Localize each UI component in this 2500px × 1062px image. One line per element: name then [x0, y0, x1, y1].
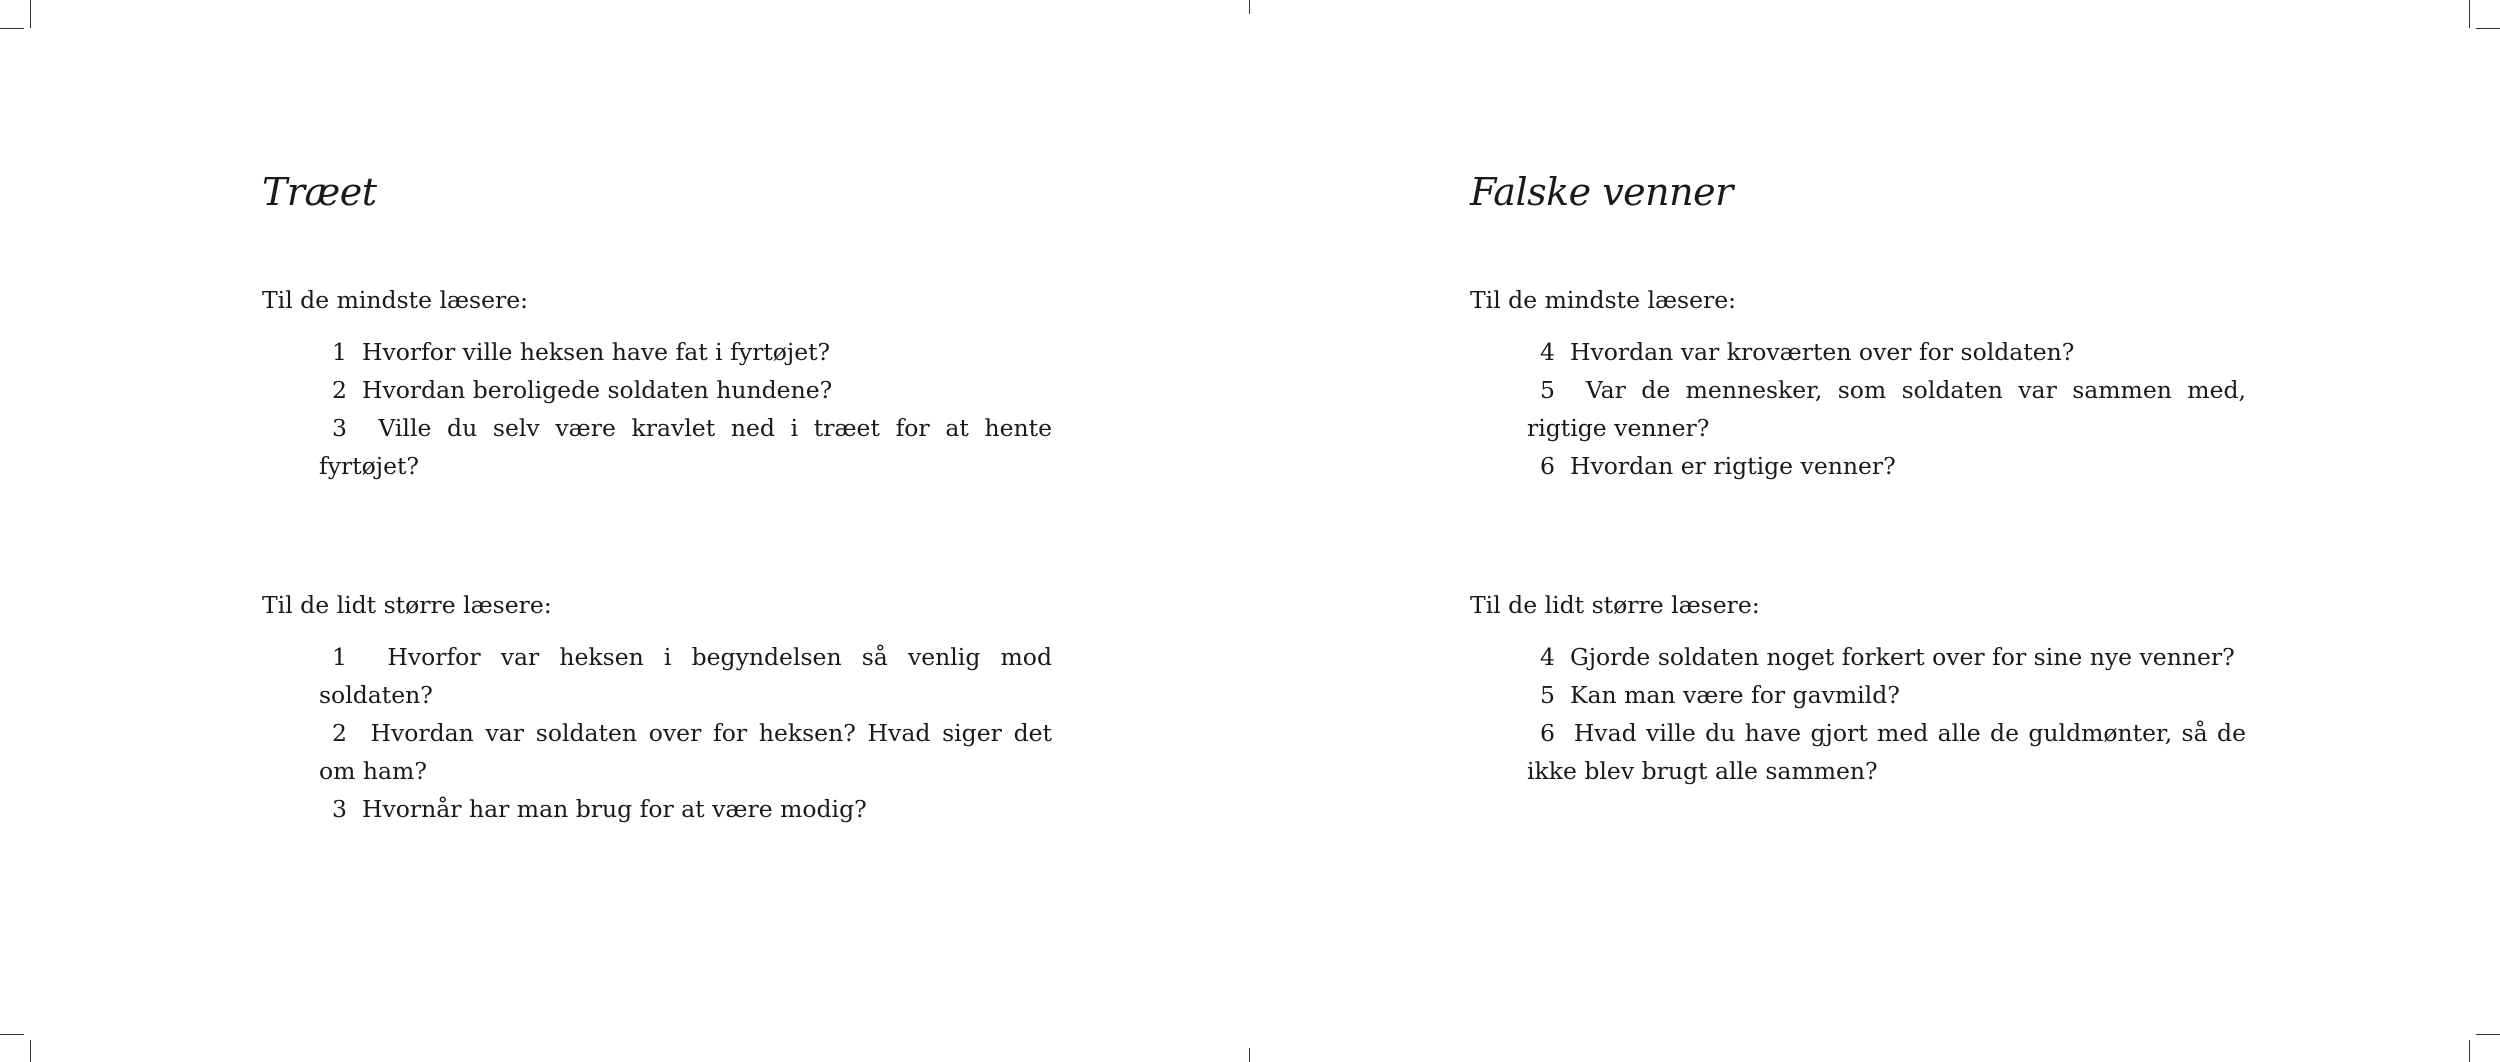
question-item — [319, 333, 1052, 371]
question-text: Hvorfor ville heksen have fat i fyrtøjet? — [361, 338, 831, 366]
crop-mark-bottom-left-h — [0, 1034, 24, 1035]
question-number: 5 — [1540, 681, 1555, 709]
section-youngest-readers — [1470, 281, 2246, 485]
question-text: Kan man være for gavmild? — [1569, 681, 1900, 709]
question-list — [1470, 638, 2246, 790]
crop-mark-top-right-v — [2469, 0, 2470, 28]
section-heading: Til de lidt større læsere: — [262, 591, 552, 619]
question-list — [262, 333, 1052, 485]
question-text: Hvordan beroligede soldaten hundene? — [361, 376, 833, 404]
question-number: 1 — [332, 338, 347, 366]
question-item — [1527, 447, 2246, 485]
left-page — [262, 0, 1052, 1062]
section-older-readers — [262, 586, 1052, 828]
question-number: 3 — [332, 795, 347, 823]
question-item — [319, 638, 1052, 714]
question-number: 6 — [1540, 452, 1555, 480]
question-number: 3 — [332, 414, 347, 442]
page-title: Træet — [262, 170, 377, 214]
question-number: 5 — [1540, 376, 1555, 404]
crop-mark-top-right-h — [2476, 28, 2500, 29]
question-list — [262, 638, 1052, 828]
page-title: Falske venner — [1470, 170, 1733, 214]
crop-mark-bottom-right-h — [2476, 1034, 2500, 1035]
question-text: Hvorfor var heksen i begyndelsen så venlig mod soldaten? — [319, 643, 1052, 709]
question-item — [319, 790, 1052, 828]
question-text: Hvad ville du have gjort med alle de guldmønter, så de ikke blev brugt alle sammen? — [1527, 719, 2246, 785]
crop-mark-bottom-right-v — [2469, 1040, 2470, 1062]
section-heading: Til de lidt større læsere: — [1470, 591, 1760, 619]
section-youngest-readers — [262, 281, 1052, 485]
question-text: Ville du selv være kravlet ned i træet for at hente fyrtøjet? — [319, 414, 1052, 480]
question-text: Var de mennesker, som soldaten var sammen med, rigtige venner? — [1527, 376, 2246, 442]
crop-mark-top-left-h — [0, 28, 24, 29]
question-item — [319, 371, 1052, 409]
question-text: Hvordan var soldaten over for heksen? Hvad siger det om ham? — [319, 719, 1052, 785]
question-number: 6 — [1540, 719, 1555, 747]
right-page — [1470, 0, 2246, 1062]
question-number: 2 — [332, 719, 347, 747]
question-text: Hvordan var kroværten over for soldaten? — [1569, 338, 2075, 366]
question-item — [319, 714, 1052, 790]
question-text: Hvornår har man brug for at være modig? — [361, 795, 867, 823]
question-number: 4 — [1540, 338, 1555, 366]
question-text: Gjorde soldaten noget forkert over for sine nye venner? — [1569, 643, 2235, 671]
question-item — [1527, 333, 2246, 371]
section-heading: Til de mindste læsere: — [262, 286, 529, 314]
question-number: 2 — [332, 376, 347, 404]
question-list — [1470, 333, 2246, 485]
section-heading: Til de mindste læsere: — [1470, 286, 1737, 314]
crop-mark-top-left-v — [30, 0, 31, 28]
question-item — [1527, 371, 2246, 447]
question-item — [1527, 714, 2246, 790]
crop-mark-top-center — [1249, 0, 1250, 14]
section-older-readers — [1470, 586, 2246, 790]
question-item — [1527, 638, 2246, 676]
question-number: 1 — [332, 643, 347, 671]
question-text: Hvordan er rigtige venner? — [1569, 452, 1896, 480]
crop-mark-bottom-left-v — [30, 1040, 31, 1062]
question-item — [1527, 676, 2246, 714]
crop-mark-bottom-center — [1249, 1048, 1250, 1062]
question-number: 4 — [1540, 643, 1555, 671]
question-item — [319, 409, 1052, 485]
